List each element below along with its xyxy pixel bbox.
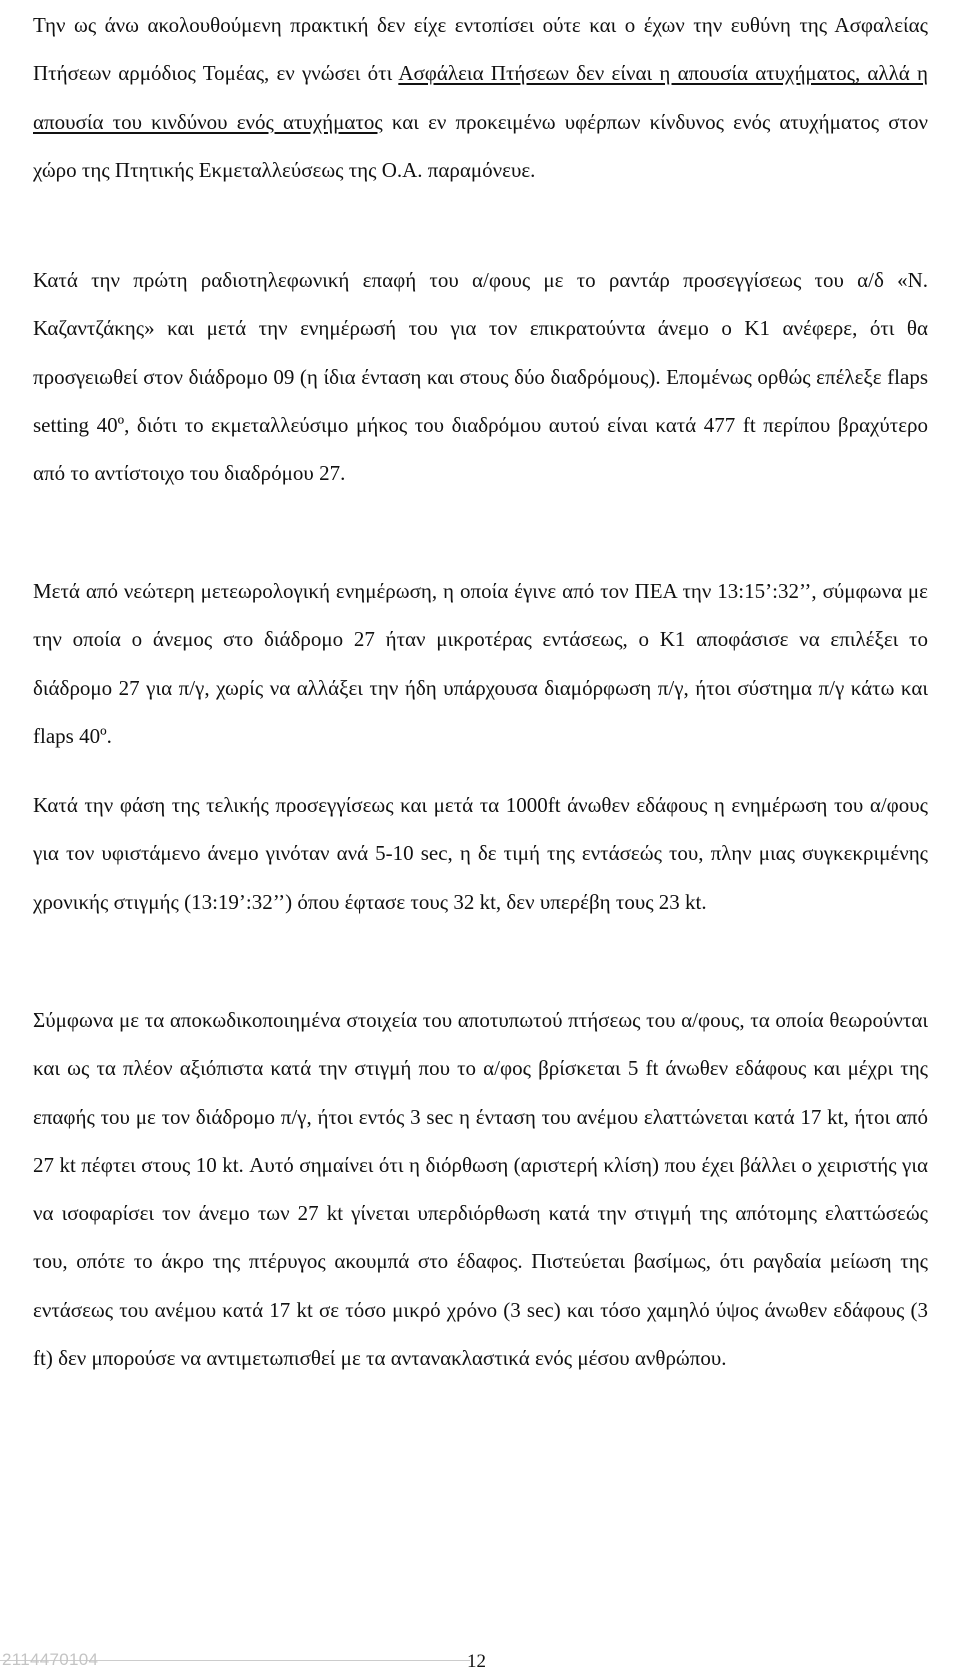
paragraph-5 xyxy=(33,996,928,1382)
paragraph-1-text-b: και εν προκειμένω υφέρπων κίνδυνος ενός ατυχήματος στον χώρο της Πτητικής Εκμεταλλεύσεως της Ο.Α. παραμόνευε. xyxy=(33,109,929,182)
footer-page-number: 12 xyxy=(467,1651,486,1672)
paragraph-4-text: Κατά την φάση της τελικής προσεγγίσεως και μετά τα 1000ft άνωθεν εδάφους η ενημέρωση του α/φους για τον υφιστάμενο άνεμο γινόταν ανά 5-10 sec, η δε τιμή της εντάσεώς του, πλην μιας συγκεκριμένης χρονικής στιγμής (13:19’:32’’) όπου έφτασε τους 32 kt, δεν υπερέβη τους 23 kt. xyxy=(33,793,928,914)
paragraph-1-underlined-text: Ασφάλεια Πτήσεων δεν είναι η απουσία ατυχήματος, αλλά η απουσία του κινδύνου ενός ατυχήματος xyxy=(33,61,929,134)
paragraph-5-text: Σύμφωνα με τα αποκωδικοποιημένα στοιχεία του αποτυπωτού πτήσεως του α/φους, τα οποία θεωρούνται και ως τα πλέον αξιόπιστα κατά την στιγμή που το α/φος βρίσκεται 5 ft άνωθεν εδάφους και μέχρι της επαφής του με τον διάδρομο π/γ, ήτοι εντός 3 sec η ένταση του ανέμου ελαττώνεται κατά 17 kt, ήτοι από 27 kt πέφτει στους 10 kt. Αυτό σημαίνει ότι η διόρθωση (αριστερή κλίση) που έχει βάλλει ο χειριστής για να ισοφαρίσει τον άνεμο των 27 kt γίνεται υπερδιόρθωση κατά την στιγμή της απότομης ελαττώσεώς του, οπότε το άκρο της πτέρυγος ακουμπά στο έδαφος. Πιστεύεται βασίμως, ότι ραγδαία μείωση της εντάσεως του ανέμου κατά 17 kt σε τόσο μικρό χρόνο (3 sec) και τόσο χαμηλό ύψος άνωθεν εδάφους (3 ft) δεν μπορούσε να αντιμετωπισθεί με τα αντανακλαστικά ενός μέσου ανθρώπου. xyxy=(33,1008,928,1371)
paragraph-1-text-a: Την ως άνω ακολουθούμενη πρακτική δεν είχε εντοπίσει ούτε και ο έχων την ευθύνη της Ασφαλείας Πτήσεων αρμόδιος Τομέας, εν γνώσει ότι xyxy=(33,13,928,86)
paragraph-3-text: Μετά από νεώτερη μετεωρολογική ενημέρωση, η οποία έγινε από τον ΠΕΑ την 13:15’:32’’, σύμφωνα με την οποία ο άνεμος στο διάδρομο 27 ήταν μικροτέρας εντάσεως, ο Κ1 αποφάσισε να επιλέξει το διάδρομο 27 για π/γ, χωρίς να αλλάξει την ήδη υπάρχουσα διαμόρφωση π/γ, ήτοι σύστημα π/γ κάτω και flaps 40º. xyxy=(33,579,928,748)
paragraph-1 xyxy=(33,1,928,194)
paragraph-2 xyxy=(33,256,928,497)
paragraph-3 xyxy=(33,567,928,760)
paragraph-2-text: Κατά την πρώτη ραδιοτηλεφωνική επαφή του α/φους με το ραντάρ προσεγγίσεως του α/δ «Ν. Καζαντζάκης» και μετά την ενημέρωσή του για τον επικρατούντα άνεμο ο Κ1 ανέφερε, ότι θα προσγειωθεί στον διάδρομο 09 (η ίδια ένταση και στους δύο διαδρόμους). Επομένως ορθώς επέλεξε flaps setting 40º, διότι το εκμεταλλεύσιμο μήκος του διαδρόμου αυτού είναι κατά 477 ft περίπου βραχύτερο από το αντίστοιχο του διαδρόμου 27. xyxy=(33,268,928,486)
paragraph-4 xyxy=(33,781,928,926)
footer-document-code: 2114470104 xyxy=(2,1650,99,1669)
